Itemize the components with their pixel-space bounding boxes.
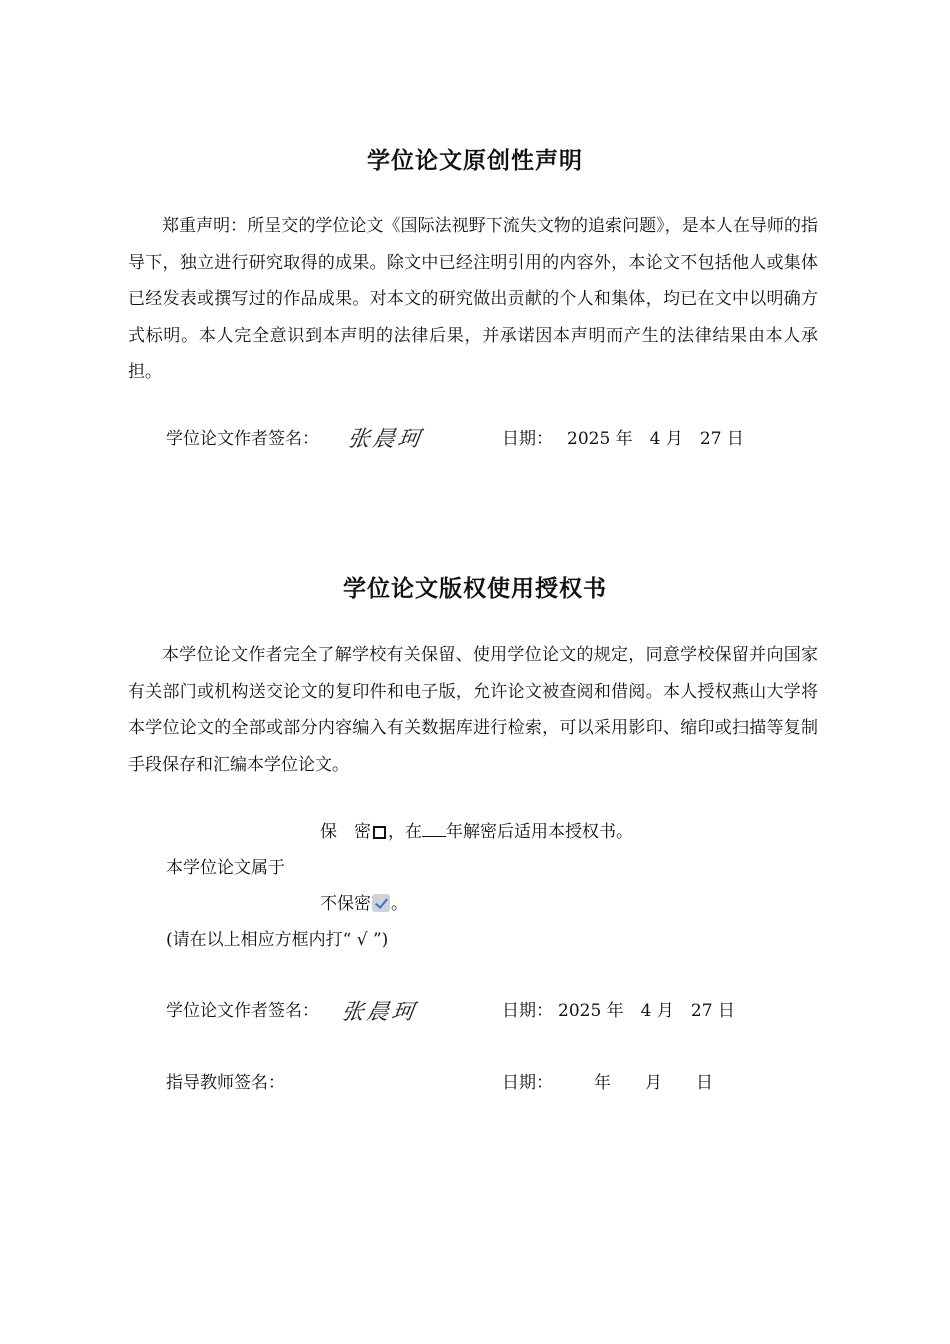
declaration-title: 学位论文原创性声明 [367,148,583,174]
authorization-author-signature: 张晨珂 [339,1000,419,1025]
secret-years-blank [422,822,446,837]
declaration-author-signature: 张晨珂 [345,427,425,452]
authorization-body: 本学位论文作者完全了解学校有关保留、使用学位论文的规定，同意学校保留并向国家有关部门或机构送交论文的复印件和电子版，允许论文被查阅和借阅。本人授权燕山大学将本学位论文的全部或部分内容编入有关数据库进行检索，可以采用影印、缩印或扫描等复制手段保存和汇编本学位论文。 [128,645,818,775]
not-secret-suffix: 。 [391,894,408,914]
declaration-author-sign-label: 学位论文作者签名： [166,429,319,449]
not-secret-checked-icon[interactable] [372,894,390,912]
authorization-author-sign-label: 学位论文作者签名： [166,1001,319,1021]
secret-checkbox[interactable] [373,826,386,839]
authorization-title: 学位论文版权使用授权书 [343,576,607,602]
declaration-date-label: 日期： [502,429,553,449]
advisor-date-label: 日期： [502,1073,553,1093]
secret-label: 保 密 [320,822,371,842]
secret-option-row [320,820,633,844]
check-instruction: (请在以上相应方框内打“ √ ”) [166,930,389,950]
declaration-body: 郑重声明：所呈交的学位论文《国际法视野下流失文物的追索问题》，是本人在导师的指导下，独立进行研究取得的成果。除文中已经注明引用的内容外，本论文不包括他人或集体已经发表或撰写过的作品成果。对本文的研究做出贡献的个人和集体，均已在文中以明确方式标明。本人完全意识到本声明的法律后果，并承诺因本声明而产生的法律结果由本人承担。 [128,216,818,382]
belongs-label: 本学位论文属于 [166,858,285,878]
authorization-author-date-label: 日期： [502,1001,553,1021]
secret-suffix-1: ，在 [388,822,422,842]
secret-suffix-2: 年解密后适用本授权书。 [446,822,633,842]
advisor-date-value: 年 月 日 [560,1073,713,1093]
declaration-date-value: 2025 年 4 月 27 日 [567,429,744,449]
authorization-author-date-value: 2025 年 4 月 27 日 [558,1001,735,1021]
not-secret-label: 不保密 [320,894,371,914]
not-secret-option-row [320,892,408,916]
advisor-sign-label: 指导教师签名： [166,1073,285,1093]
